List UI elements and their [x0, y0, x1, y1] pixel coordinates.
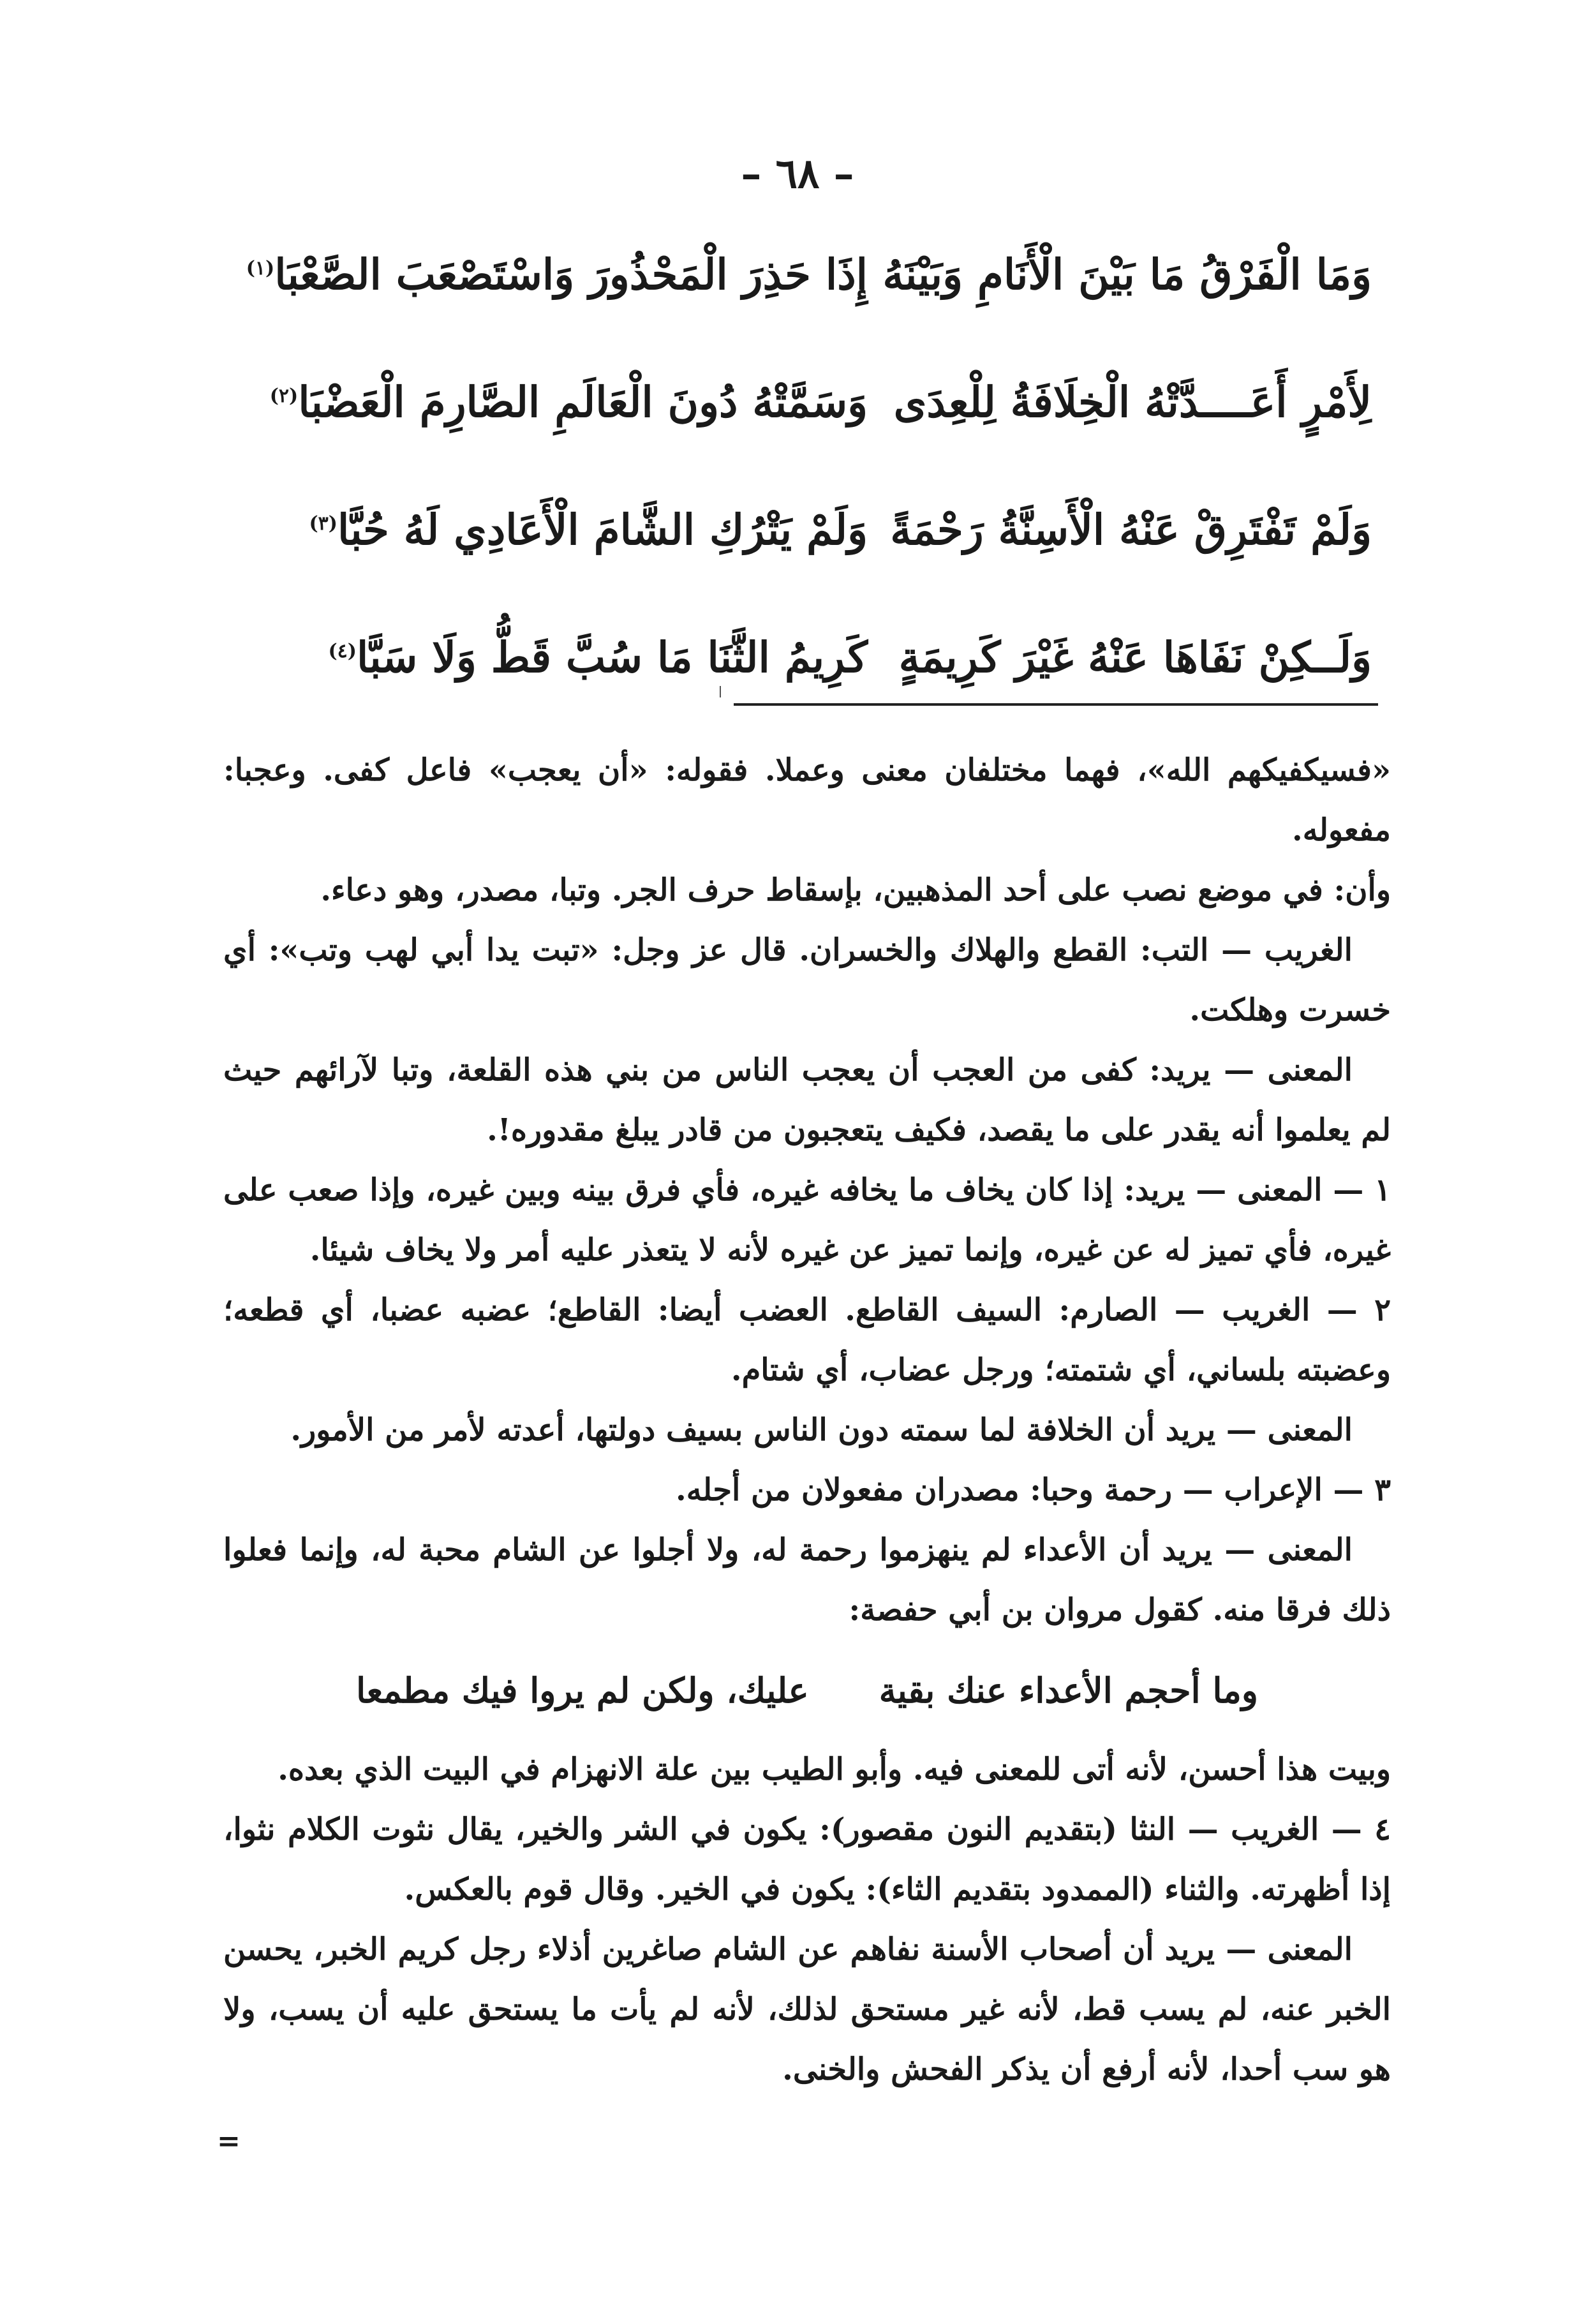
note-paragraph: المعنى — يريد: كفى من العجب أن يعجب الناس من بني هذه القلعة، وتبا لآرائهم حيث لم يعلموا أنه يقدر على ما يقصد، فكيف يتعجبون من قادر يبلغ مقدوره!.: [223, 1052, 1391, 1148]
note-paragraph: ٢ — الغريب — الصارم: السيف القاطع. العضب أيضا: القاطع؛ عضبه عضبا، أي قطعه؛ وعضبته بلساني، أي شتمته؛ ورجل عضاب، أي شتام.: [223, 1292, 1391, 1388]
hemistich-text: كَرِيمُ الثَّنَا مَا سُبَّ قَطُّ وَلَا سَبَّا: [357, 632, 868, 682]
commentary: [223, 740, 1391, 2099]
note-paragraph: ١ — المعنى — يريد: إذا كان يخاف ما يخافه غيره، فأي فرق بينه وبين غيره، وإذا صعب على غيره، فأي تميز له عن غيره، وإنما تميز عن غيره لأنه لا يتعذر عليه أمر ولا يخاف شيئا.: [223, 1172, 1391, 1268]
footnote-marker: (١): [246, 257, 275, 279]
page-number: – ٦٨ –: [741, 150, 854, 198]
note-paragraph: «فسيكفيكهم الله»، فهما مختلفان معنى وعملا. فقوله: «أن يعجب» فاعل كفى. وعجبا: مفعوله.: [223, 752, 1391, 848]
verse-first-hemistich: وَلَمْ تَفْتَرِقْ عَنْهُ الْأَسِنَّةُ رَحْمَةً: [890, 505, 1372, 555]
verse-line: [223, 338, 1372, 466]
verse-line: [223, 466, 1372, 593]
footnote-divider: [734, 703, 1378, 706]
note-paragraph: المعنى — يريد أن أصحاب الأسنة نفاهم عن الشام صاغرين أذلاء رجل كريم الخبر، يحسن الخبر عنه، لم يسب قط، لأنه غير مستحق لذلك، لأنه لم يأت ما يستحق عليه أن يسب، ولا هو سب أحدا، لأنه أرفع أن يذكر الفحش والخنى.: [223, 1932, 1391, 2087]
note-paragraph: المعنى — يريد أن الأعداء لم ينهزموا رحمة له، ولا أجلوا عن الشام محبة له، وإنما فعلوا ذلك فرقا منه. كقول مروان بن أبي حفصة:: [223, 1532, 1391, 1628]
note-paragraph: المعنى — يريد أن الخلافة لما سمته دون الناس بسيف دولتها، أعدته لأمر من الأمور.: [290, 1412, 1353, 1448]
hemistich-text: وَلَمْ يَتْرُكِ الشَّامَ الْأَعَادِي لَهُ حُبَّا: [337, 505, 868, 555]
verse-first-hemistich: لِأَمْرٍ أَعَــــدَّتْهُ الْخِلَافَةُ لِلْعِدَى: [893, 377, 1372, 427]
quoted-verse-second: عليك، ولكن لم يروا فيك مطمعا: [356, 1670, 809, 1711]
verse-first-hemistich: وَمَا الْفَرْقُ مَا بَيْنَ الْأَنَامِ وَبَيْنَهُ: [882, 250, 1372, 299]
note-paragraph: وبيت هذا أحسن، لأنه أتى للمعنى فيه. وأبو الطيب بين علة الانهزام في البيت الذي بعده.: [278, 1752, 1391, 1787]
note-paragraph: الغريب — التب: القطع والهلاك والخسران. قال عز وجل: «تبت يدا أبي لهب وتب»: أي خسرت وهلكت.: [223, 932, 1391, 1028]
note-paragraph: ٣ — الإعراب — رحمة وحبا: مصدران مفعولان من أجله.: [675, 1472, 1391, 1508]
poem-verses: [223, 211, 1372, 721]
verse-line: [223, 593, 1372, 721]
footnote-marker: (٣): [309, 512, 338, 535]
footnote-marker: (٤): [328, 640, 357, 662]
verse-line: [223, 211, 1372, 338]
quoted-verse-first: وما أحجم الأعداء عنك بقية: [879, 1670, 1258, 1711]
verse-second-hemistich: [230, 632, 868, 682]
hemistich-text: وَسَمَّتْهُ دُونَ الْعَالَمِ الصَّارِمَ الْعَضْبَا: [298, 377, 868, 427]
verse-second-hemistich: [230, 505, 868, 555]
stray-mark: [720, 686, 721, 697]
quoted-verse: [223, 1660, 1391, 1720]
verse-second-hemistich: [230, 377, 868, 427]
corner-mark: =: [217, 2125, 241, 2157]
hemistich-text: إِذَا حَذِرَ الْمَحْذُورَ وَاسْتَصْعَبَ الصَّعْبَا: [274, 250, 868, 299]
footnote-marker: (٢): [269, 385, 299, 407]
verse-first-hemistich: وَلَــكِنْ نَفَاهَا عَنْهُ غَيْرَ كَرِيمَةٍ: [898, 632, 1372, 682]
verse-second-hemistich: [230, 250, 868, 299]
note-paragraph: وأن: في موضع نصب على أحد المذهبين، بإسقاط حرف الجر. وتبا، مصدر، وهو دعاء.: [320, 872, 1391, 908]
note-paragraph: ٤ — الغريب — النثا (بتقديم النون مقصور): يكون في الشر والخير، يقال نثوت الكلام نثوا، إذا أظهرته. والثناء (الممدود بتقديم الثاء): يكون في الخير. وقال قوم بالعكس.: [223, 1812, 1391, 1907]
